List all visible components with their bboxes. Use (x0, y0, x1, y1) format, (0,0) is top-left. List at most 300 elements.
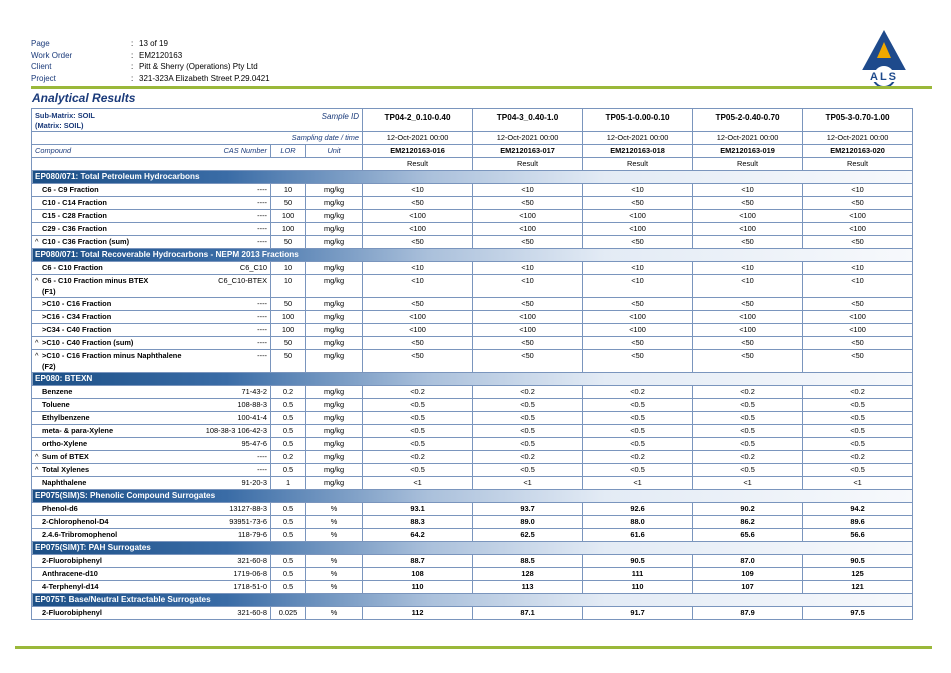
unit-value: mg/kg (306, 184, 363, 197)
result-value: <0.5 (583, 464, 693, 477)
unit-value: % (306, 607, 363, 620)
result-value: <0.2 (363, 386, 473, 399)
footnote-marker: ^ (35, 465, 39, 474)
result-value: <100 (803, 311, 913, 324)
section-header (32, 490, 913, 503)
unit-value: % (306, 581, 363, 594)
compound-name: C6 - C10 Fraction (42, 263, 103, 272)
result-value: <10 (803, 275, 913, 298)
result-value: <0.2 (583, 386, 693, 399)
lor-value: 0.5 (271, 464, 306, 477)
result-value: 65.6 (693, 529, 803, 542)
result-value: <10 (473, 262, 583, 275)
lor-value: 0.5 (271, 425, 306, 438)
compound-cell (32, 438, 200, 451)
compound-name: >C10 - C40 Fraction (sum) (42, 338, 134, 347)
section-title: EP080/071: Total Recoverable Hydrocarbons - NEPM 2013 Fractions (32, 249, 913, 262)
compound-name: Total Xylenes (42, 465, 90, 474)
result-value: <0.2 (473, 386, 583, 399)
result-value: <100 (473, 223, 583, 236)
compound-cell (32, 262, 200, 275)
result-value: 109 (693, 568, 803, 581)
result-value: 90.5 (803, 555, 913, 568)
compound-cell (32, 581, 200, 594)
result-value: <0.5 (693, 399, 803, 412)
compound-cell (32, 223, 200, 236)
cas-number: ---- (200, 337, 271, 350)
lab-id: EM2120163-017 (473, 145, 583, 158)
compound-name: C15 - C28 Fraction (42, 211, 107, 220)
result-value: <0.5 (363, 399, 473, 412)
unit-value: mg/kg (306, 350, 363, 373)
table-row (32, 399, 913, 412)
lor-value: 0.5 (271, 581, 306, 594)
table-row (32, 275, 913, 298)
result-value: 107 (693, 581, 803, 594)
cas-number: 321-60-8 (200, 555, 271, 568)
cas-number: ---- (200, 236, 271, 249)
result-value: <0.5 (583, 399, 693, 412)
result-value: <0.2 (803, 451, 913, 464)
result-value: <0.5 (583, 412, 693, 425)
unit-value: % (306, 529, 363, 542)
result-value: <50 (363, 337, 473, 350)
cas-number: ---- (200, 197, 271, 210)
result-value: <50 (803, 298, 913, 311)
cas-number: ---- (200, 350, 271, 373)
result-label: Result (473, 158, 583, 171)
table-row (32, 464, 913, 477)
lor-value: 100 (271, 324, 306, 337)
result-value: <0.5 (693, 425, 803, 438)
result-value: <10 (693, 262, 803, 275)
result-value: 108 (363, 568, 473, 581)
lor-value: 50 (271, 236, 306, 249)
result-value: <100 (693, 223, 803, 236)
result-value: <50 (803, 350, 913, 373)
compound-cell (32, 529, 200, 542)
result-value: <0.5 (803, 412, 913, 425)
compound-name: Benzene (42, 387, 73, 396)
result-value: <1 (363, 477, 473, 490)
compound-name: meta- & para-Xylene (42, 426, 114, 435)
unit-value: % (306, 503, 363, 516)
lor-value: 0.5 (271, 529, 306, 542)
table-row (32, 581, 913, 594)
result-value: <0.2 (363, 451, 473, 464)
unit-value: mg/kg (306, 451, 363, 464)
result-value: <50 (363, 236, 473, 249)
result-value: <50 (693, 298, 803, 311)
table-row (32, 223, 913, 236)
lor-value: 0.2 (271, 386, 306, 399)
result-value: <0.2 (693, 451, 803, 464)
result-value: <10 (803, 184, 913, 197)
unit-value: mg/kg (306, 236, 363, 249)
result-value: <50 (473, 337, 583, 350)
result-value: <50 (363, 197, 473, 210)
result-value: <0.5 (803, 438, 913, 451)
result-value: 91.7 (583, 607, 693, 620)
result-value: <50 (803, 236, 913, 249)
unit-value: mg/kg (306, 311, 363, 324)
result-value: <0.5 (803, 464, 913, 477)
cas-number: 118-79-6 (200, 529, 271, 542)
lor-value: 0.5 (271, 568, 306, 581)
page-title: Analytical Results (32, 91, 136, 105)
result-value: <0.2 (583, 451, 693, 464)
result-label: Result (693, 158, 803, 171)
sample-id: TP04-3_0.40-1.0 (473, 109, 583, 132)
sampling-date: 12-Oct-2021 00:00 (803, 132, 913, 145)
result-value: 86.2 (693, 516, 803, 529)
unit-header: Unit (306, 145, 363, 158)
result-value: 56.6 (803, 529, 913, 542)
result-value: <10 (363, 275, 473, 298)
unit-value: % (306, 516, 363, 529)
result-value: <10 (803, 262, 913, 275)
table-row (32, 568, 913, 581)
compound-name: >C34 - C40 Fraction (42, 325, 112, 334)
compound-cell (32, 275, 200, 298)
compound-cell (32, 350, 200, 373)
compound-cell (32, 451, 200, 464)
result-value: <50 (803, 337, 913, 350)
result-value: <0.5 (363, 425, 473, 438)
sample-id: TP05-2-0.40-0.70 (693, 109, 803, 132)
table-row (32, 529, 913, 542)
unit-value: mg/kg (306, 298, 363, 311)
compound-name: Naphthalene (42, 478, 87, 487)
cas-number: 1718-51-0 (200, 581, 271, 594)
cas-number: C6_C10 (200, 262, 271, 275)
result-label: Result (363, 158, 473, 171)
table-row (32, 311, 913, 324)
result-value: <100 (693, 324, 803, 337)
footnote-marker: ^ (35, 276, 39, 285)
result-value: <0.5 (583, 425, 693, 438)
cas-number: 321-60-8 (200, 607, 271, 620)
lor-value: 10 (271, 275, 306, 298)
cas-number: ---- (200, 184, 271, 197)
result-value: <50 (473, 350, 583, 373)
result-value: 110 (583, 581, 693, 594)
result-value: <100 (583, 223, 693, 236)
unit-value: mg/kg (306, 464, 363, 477)
result-spacer (32, 158, 363, 171)
unit-value: mg/kg (306, 412, 363, 425)
cas-number: ---- (200, 324, 271, 337)
result-value: 125 (803, 568, 913, 581)
unit-value: mg/kg (306, 425, 363, 438)
cas-number: ---- (200, 311, 271, 324)
result-value: <1 (473, 477, 583, 490)
page-label: Page (31, 39, 50, 48)
result-value: <10 (363, 262, 473, 275)
result-value: <100 (363, 210, 473, 223)
compound-name: ortho-Xylene (42, 439, 88, 448)
unit-value: mg/kg (306, 386, 363, 399)
lor-value: 100 (271, 223, 306, 236)
result-value: <10 (583, 184, 693, 197)
sample-id: TP04-2_0.10-0.40 (363, 109, 473, 132)
result-value: 128 (473, 568, 583, 581)
result-value: <100 (803, 324, 913, 337)
compound-cell (32, 324, 200, 337)
cas-number: 100-41-4 (200, 412, 271, 425)
table-row (32, 337, 913, 350)
lor-value: 50 (271, 337, 306, 350)
table-row (32, 298, 913, 311)
result-value: <1 (803, 477, 913, 490)
compound-cell (32, 555, 200, 568)
lor-value: 50 (271, 350, 306, 373)
compound-note: (F2) (42, 362, 56, 371)
compound-name: >C10 - C16 Fraction minus Naphthalene (42, 351, 182, 360)
result-value: 92.6 (583, 503, 693, 516)
cas-number: ---- (200, 464, 271, 477)
compound-name: C10 - C36 Fraction (sum) (42, 237, 130, 246)
project-label: Project (31, 73, 56, 83)
section-header (32, 249, 913, 262)
compound-name: Phenol-d6 (42, 504, 78, 513)
lor-value: 1 (271, 477, 306, 490)
table-row (32, 236, 913, 249)
sample-id: TP05-1-0.00-0.10 (583, 109, 693, 132)
result-value: <50 (693, 197, 803, 210)
result-value: <10 (473, 184, 583, 197)
section-title: EP075(SIM)T: PAH Surrogates (32, 542, 913, 555)
result-value: <100 (363, 223, 473, 236)
sample-id-label: Sample ID (271, 109, 363, 132)
cas-number: 93951-73-6 (200, 516, 271, 529)
result-value: <50 (473, 236, 583, 249)
compound-cell (32, 412, 200, 425)
result-value: <10 (693, 275, 803, 298)
lab-id: EM2120163-019 (693, 145, 803, 158)
als-logo (853, 28, 915, 88)
compound-name: C6 - C9 Fraction (42, 185, 99, 194)
result-value: <50 (583, 197, 693, 210)
result-label: Result (803, 158, 913, 171)
result-value: <50 (583, 298, 693, 311)
footnote-marker: ^ (35, 338, 39, 347)
result-value: 88.0 (583, 516, 693, 529)
compound-name: C29 - C36 Fraction (42, 224, 107, 233)
compound-cell (32, 311, 200, 324)
result-value: 113 (473, 581, 583, 594)
result-value: <100 (583, 210, 693, 223)
result-value: <0.5 (473, 438, 583, 451)
result-value: 89.0 (473, 516, 583, 529)
result-value: <10 (583, 275, 693, 298)
table-row (32, 438, 913, 451)
result-value: <0.5 (693, 464, 803, 477)
result-value: <50 (363, 350, 473, 373)
cas-header: CAS Number (200, 145, 271, 158)
result-value: 94.2 (803, 503, 913, 516)
table-row (32, 197, 913, 210)
result-value: 110 (363, 581, 473, 594)
result-value: <50 (583, 337, 693, 350)
table-row (32, 210, 913, 223)
compound-name: >C16 - C34 Fraction (42, 312, 112, 321)
result-value: 89.6 (803, 516, 913, 529)
footnote-marker: ^ (35, 237, 39, 246)
result-value: <50 (363, 298, 473, 311)
result-value: <0.2 (473, 451, 583, 464)
result-value: 88.7 (363, 555, 473, 568)
result-value: <0.5 (803, 399, 913, 412)
result-value: <100 (473, 311, 583, 324)
footnote-marker: ^ (35, 351, 39, 360)
table-row (32, 324, 913, 337)
result-value: <50 (473, 298, 583, 311)
unit-value: mg/kg (306, 275, 363, 298)
compound-cell (32, 298, 200, 311)
compound-cell (32, 425, 200, 438)
result-label: Result (583, 158, 693, 171)
table-row (32, 386, 913, 399)
lor-value: 0.5 (271, 503, 306, 516)
unit-value: mg/kg (306, 399, 363, 412)
result-value: 87.0 (693, 555, 803, 568)
table-row (32, 503, 913, 516)
result-value: 97.5 (803, 607, 913, 620)
section-title: EP080: BTEXN (32, 373, 913, 386)
result-value: <10 (473, 275, 583, 298)
result-value: <100 (363, 311, 473, 324)
cas-number: 95-47-6 (200, 438, 271, 451)
compound-cell (32, 197, 200, 210)
result-value: <100 (803, 223, 913, 236)
result-value: <50 (803, 197, 913, 210)
result-value: <50 (583, 350, 693, 373)
lab-id: EM2120163-016 (363, 145, 473, 158)
compound-name: Anthracene-d10 (42, 569, 98, 578)
cas-number: 108-88-3 (200, 399, 271, 412)
cas-number: ---- (200, 210, 271, 223)
cas-number: 1719-06-8 (200, 568, 271, 581)
result-value: 61.6 (583, 529, 693, 542)
lor-value: 0.5 (271, 399, 306, 412)
section-header (32, 542, 913, 555)
result-value: 88.3 (363, 516, 473, 529)
result-value: <50 (693, 236, 803, 249)
cas-number: 108-38-3 106-42-3 (200, 425, 271, 438)
project-value: 321-323A Elizabeth Street P.29.0421 (139, 73, 270, 83)
result-value: 62.5 (473, 529, 583, 542)
result-value: <0.5 (363, 412, 473, 425)
cas-number: ---- (200, 451, 271, 464)
cas-number: C6_C10-BTEX (200, 275, 271, 298)
unit-value: % (306, 568, 363, 581)
section-title: EP075T: Base/Neutral Extractable Surrogates (32, 594, 913, 607)
sampling-date: 12-Oct-2021 00:00 (583, 132, 693, 145)
column-header-row (32, 145, 913, 158)
sampling-date: 12-Oct-2021 00:00 (693, 132, 803, 145)
compound-header: Compound (32, 145, 200, 158)
table-row (32, 184, 913, 197)
section-header (32, 171, 913, 184)
table-row (32, 477, 913, 490)
result-value: <0.5 (473, 425, 583, 438)
page-value: 13 of 19 (139, 39, 168, 48)
compound-cell (32, 516, 200, 529)
cas-number: 91-20-3 (200, 477, 271, 490)
result-value: <10 (583, 262, 693, 275)
result-value: 112 (363, 607, 473, 620)
compound-name: 2-Fluorobiphenyl (42, 608, 102, 617)
compound-name: C10 - C14 Fraction (42, 198, 107, 207)
table-row (32, 607, 913, 620)
result-value: <1 (693, 477, 803, 490)
unit-value: mg/kg (306, 210, 363, 223)
table-row (32, 425, 913, 438)
compound-cell (32, 337, 200, 350)
result-value: 87.9 (693, 607, 803, 620)
sampling-date-label: Sampling date / time (32, 132, 363, 145)
lor-value: 10 (271, 184, 306, 197)
table-row (32, 451, 913, 464)
lor-value: 10 (271, 262, 306, 275)
compound-cell (32, 464, 200, 477)
submatrix-label: Sub-Matrix: SOIL (35, 111, 95, 120)
lor-value: 0.2 (271, 451, 306, 464)
compound-name: Sum of BTEX (42, 452, 89, 461)
compound-name: 2-Chlorophenol-D4 (42, 517, 109, 526)
section-title: EP075(SIM)S: Phenolic Compound Surrogates (32, 490, 913, 503)
compound-cell (32, 503, 200, 516)
result-value: <50 (583, 236, 693, 249)
unit-value: % (306, 555, 363, 568)
unit-value: mg/kg (306, 337, 363, 350)
compound-cell (32, 477, 200, 490)
unit-value: mg/kg (306, 197, 363, 210)
result-value: 93.1 (363, 503, 473, 516)
sampling-date-row (32, 132, 913, 145)
lab-id: EM2120163-018 (583, 145, 693, 158)
compound-cell (32, 607, 200, 620)
lor-header: LOR (271, 145, 306, 158)
result-value: <100 (583, 324, 693, 337)
unit-value: mg/kg (306, 438, 363, 451)
compound-cell (32, 184, 200, 197)
matrix-label: (Matrix: SOIL) (35, 121, 84, 130)
result-value: 87.1 (473, 607, 583, 620)
table-row (32, 516, 913, 529)
compound-name: Ethylbenzene (42, 413, 90, 422)
result-value: <0.5 (803, 425, 913, 438)
result-value: <100 (693, 311, 803, 324)
result-value: <0.2 (803, 386, 913, 399)
result-value: 111 (583, 568, 693, 581)
unit-value: mg/kg (306, 262, 363, 275)
sample-id: TP05-3-0.70-1.00 (803, 109, 913, 132)
result-value: <0.5 (473, 399, 583, 412)
compound-name: 2-Fluorobiphenyl (42, 556, 102, 565)
matrix-label-cell (32, 109, 271, 132)
compound-note: (F1) (42, 287, 56, 296)
result-value: <0.5 (363, 438, 473, 451)
compound-name: Toluene (42, 400, 70, 409)
table-row (32, 555, 913, 568)
work-order-label: Work Order (31, 50, 73, 60)
footnote-marker: ^ (35, 452, 39, 461)
sampling-date: 12-Oct-2021 00:00 (363, 132, 473, 145)
result-value: 121 (803, 581, 913, 594)
result-value: 64.2 (363, 529, 473, 542)
